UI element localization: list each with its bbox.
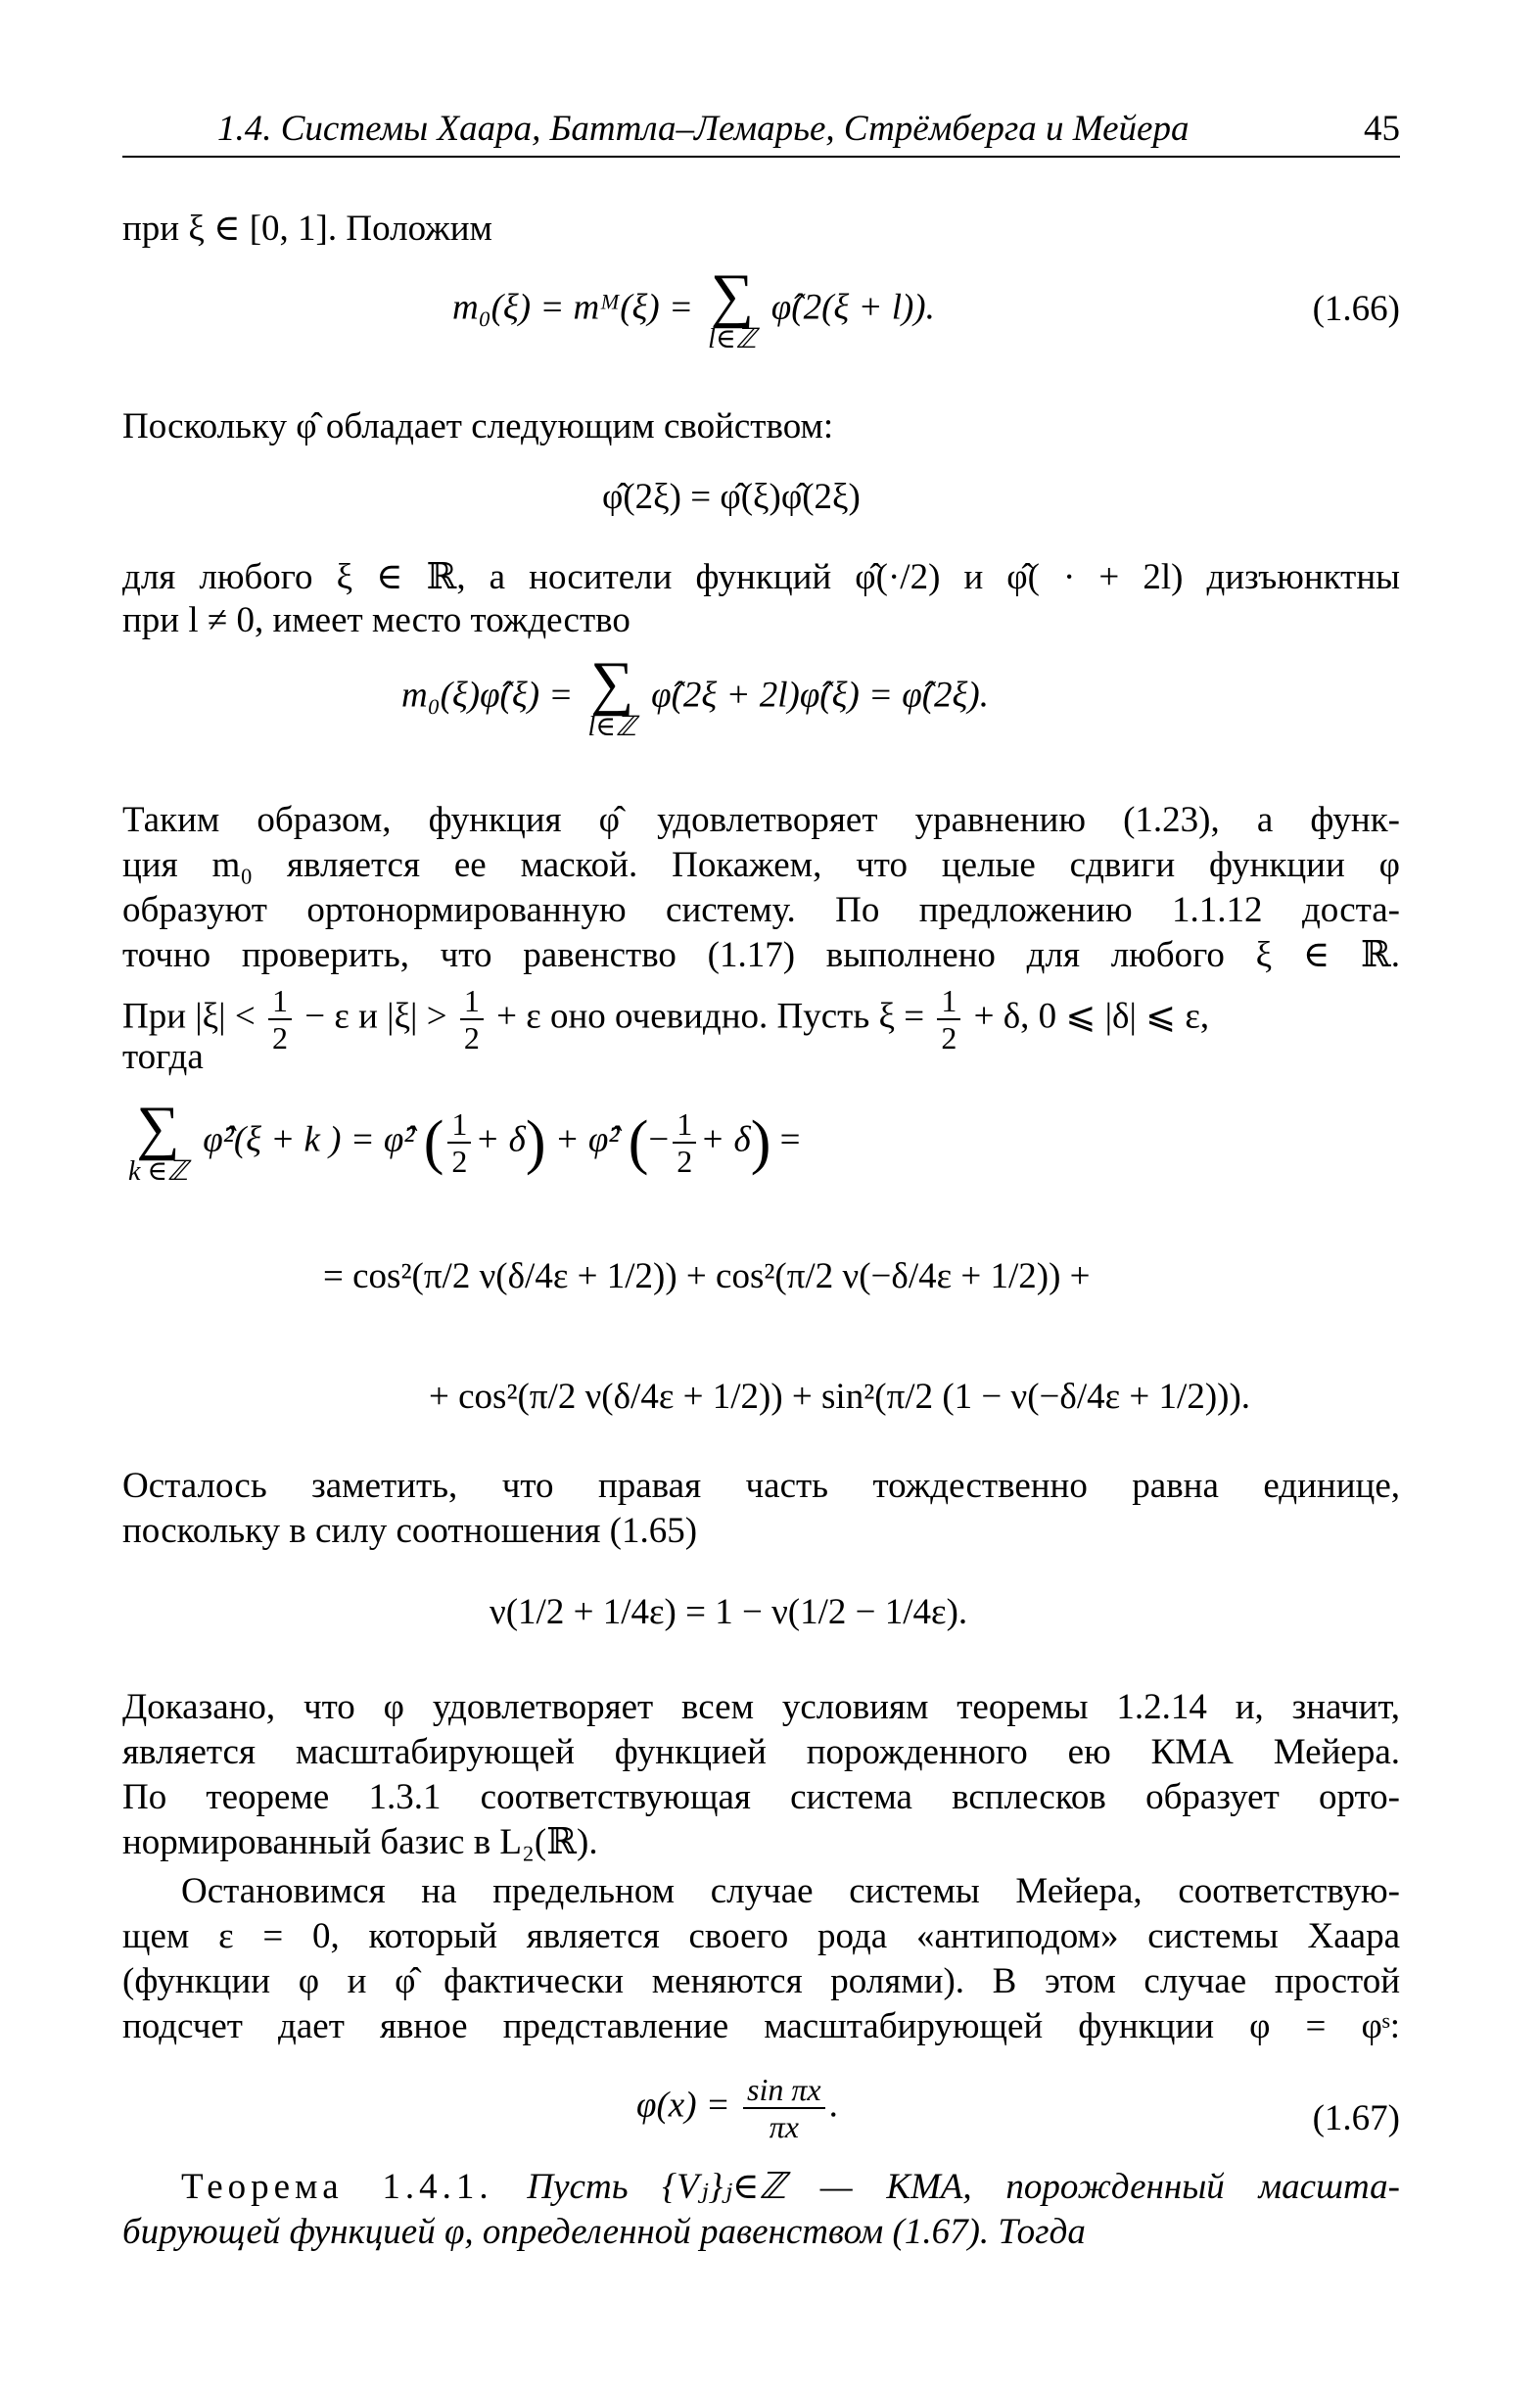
paragraph-line: Доказано, что φ удовлетворяет всем условиям теоремы 1.2.14 и, значит, bbox=[122, 1687, 1400, 1727]
fraction-one-half: $\frac{1}{2}$ bbox=[447, 1106, 471, 1179]
theorem-label: Теорема 1.4.1. bbox=[181, 2167, 493, 2207]
paragraph-line: является масштабирующей функцией порожденного ею КМА Мейера. bbox=[122, 1732, 1400, 1772]
eq-lhs: m₀(ξ)φ̂(ξ) = bbox=[401, 675, 574, 716]
sum-symbol: ∑ l∈ℤ bbox=[587, 650, 636, 742]
equation-1-66 bbox=[452, 262, 935, 354]
equation-mask-identity bbox=[401, 650, 989, 742]
sum-subscript: l∈ℤ bbox=[708, 324, 757, 354]
paragraph-line-with-fractions: При |ξ| < $\frac{1}{2}$ − ε и |ξ| > $\frac{1}{2}$ + ε оно очевидно. Пусть ξ = $\frac{1}{2}$ + δ, 0 ⩽ |δ| ⩽ ε, bbox=[122, 983, 1210, 1056]
eq-rhs: φ̂(2(ξ + l)). bbox=[770, 287, 935, 328]
sum-symbol: ∑ k ∈ℤ bbox=[128, 1095, 189, 1187]
equation-number: (1.66) bbox=[1312, 289, 1400, 329]
paragraph-line: образуют ортонормированную систему. По предложению 1.1.12 доста- bbox=[122, 890, 1400, 930]
paragraph-line: при l ≠ 0, имеет место тождество bbox=[122, 600, 630, 640]
paragraph-line: для любого ξ ∈ ℝ, а носители функций φ̂(·/2) и φ̂( · + 2l) дизъюнктны bbox=[122, 557, 1400, 597]
equation-sin-line: + cos²(π/2 ν(δ/4ε + 1/2)) + sin²(π/2 (1 − ν(−δ/4ε + 1/2))). bbox=[429, 1377, 1251, 1417]
paragraph-line: Остановимся на предельном случае системы Мейера, соответствую- bbox=[181, 1871, 1400, 1911]
paragraph-line: ция m₀ является ее маской. Покажем, что целые сдвиги функции φ bbox=[122, 845, 1400, 885]
running-title: 1.4. Системы Хаара, Баттла–Лемарье, Стрёмберга и Мейера bbox=[217, 109, 1190, 149]
eq-rhs: φ̂(2ξ + 2l)φ̂(ξ) = φ̂(2ξ). bbox=[651, 675, 989, 716]
equation-sum-squares: ∑ k ∈ℤ φ̂²(ξ + k ) = φ̂² ( $\frac{1}{2}$ + δ) + φ̂² (− $\frac{1}{2}$ + δ) = bbox=[128, 1095, 801, 1187]
fraction-one-half: $\frac{1}{2}$ bbox=[460, 983, 484, 1056]
equation-1-67: φ(x) = $\frac{\text{sin πx}}{\pi x}$ . bbox=[636, 2072, 838, 2144]
paragraph-line: подсчет дает явное представление масштабирующей функции φ = φˢ: bbox=[122, 2006, 1400, 2046]
paragraph-line: (функции φ и φ̂ фактически меняются ролями). В этом случае простой bbox=[122, 1961, 1400, 2001]
paragraph-line: поскольку в силу соотношения (1.65) bbox=[122, 1511, 698, 1551]
paragraph-line: нормированный базис в L₂(ℝ). bbox=[122, 1822, 598, 1862]
paragraph-line: точно проверить, что равенство (1.17) выполнено для любого ξ ∈ ℝ. bbox=[122, 935, 1400, 975]
sum-symbol: ∑ l∈ℤ bbox=[708, 262, 757, 354]
sum-subscript: l∈ℤ bbox=[587, 712, 636, 742]
fraction-one-half: $\frac{1}{2}$ bbox=[673, 1106, 696, 1179]
equation-cos-line: = cos²(π/2 ν(δ/4ε + 1/2)) + cos²(π/2 ν(−δ/4ε + 1/2)) + bbox=[323, 1256, 1091, 1296]
paragraph-line: тогда bbox=[122, 1037, 204, 1077]
fraction-one-half: $\frac{1}{2}$ bbox=[937, 983, 960, 1056]
paragraph-line: Поскольку φ̂ обладает следующим свойством: bbox=[122, 406, 834, 446]
paragraph-line: Таким образом, функция φ̂ удовлетворяет уравнению (1.23), а функ- bbox=[122, 800, 1400, 840]
header-rule bbox=[122, 156, 1400, 158]
paragraph-line: при ξ ∈ [0, 1]. Положим bbox=[122, 209, 492, 249]
equation-nu-relation: ν(1/2 + 1/4ε) = 1 − ν(1/2 − 1/4ε). bbox=[490, 1592, 968, 1632]
equation-refinement: φ̂(2ξ) = φ̂(ξ)φ̂(2ξ) bbox=[602, 477, 861, 517]
fraction-sinc: $\frac{\text{sin πx}}{\pi x}$ bbox=[743, 2072, 825, 2144]
paragraph-line: Осталось заметить, что правая часть тождественно равна единице, bbox=[122, 1466, 1400, 1506]
page-number: 45 bbox=[1364, 109, 1400, 149]
paragraph-line: щем ε = 0, который является своего рода «антиподом» системы Хаара bbox=[122, 1916, 1400, 1956]
eq-lhs: m₀(ξ) = mᴹ(ξ) = bbox=[452, 287, 693, 328]
paragraph-line: По теореме 1.3.1 соответствующая система всплесков образует орто- bbox=[122, 1777, 1400, 1817]
theorem-line: Теорема 1.4.1. Пусть {Vⱼ}ⱼ∈ℤ — КМА, порожденный масшта- bbox=[181, 2167, 1400, 2207]
theorem-line: бирующей функцией φ, определенной равенством (1.67). Тогда bbox=[122, 2212, 1086, 2252]
equation-number: (1.67) bbox=[1312, 2098, 1400, 2138]
fraction-one-half: $\frac{1}{2}$ bbox=[268, 983, 292, 1056]
